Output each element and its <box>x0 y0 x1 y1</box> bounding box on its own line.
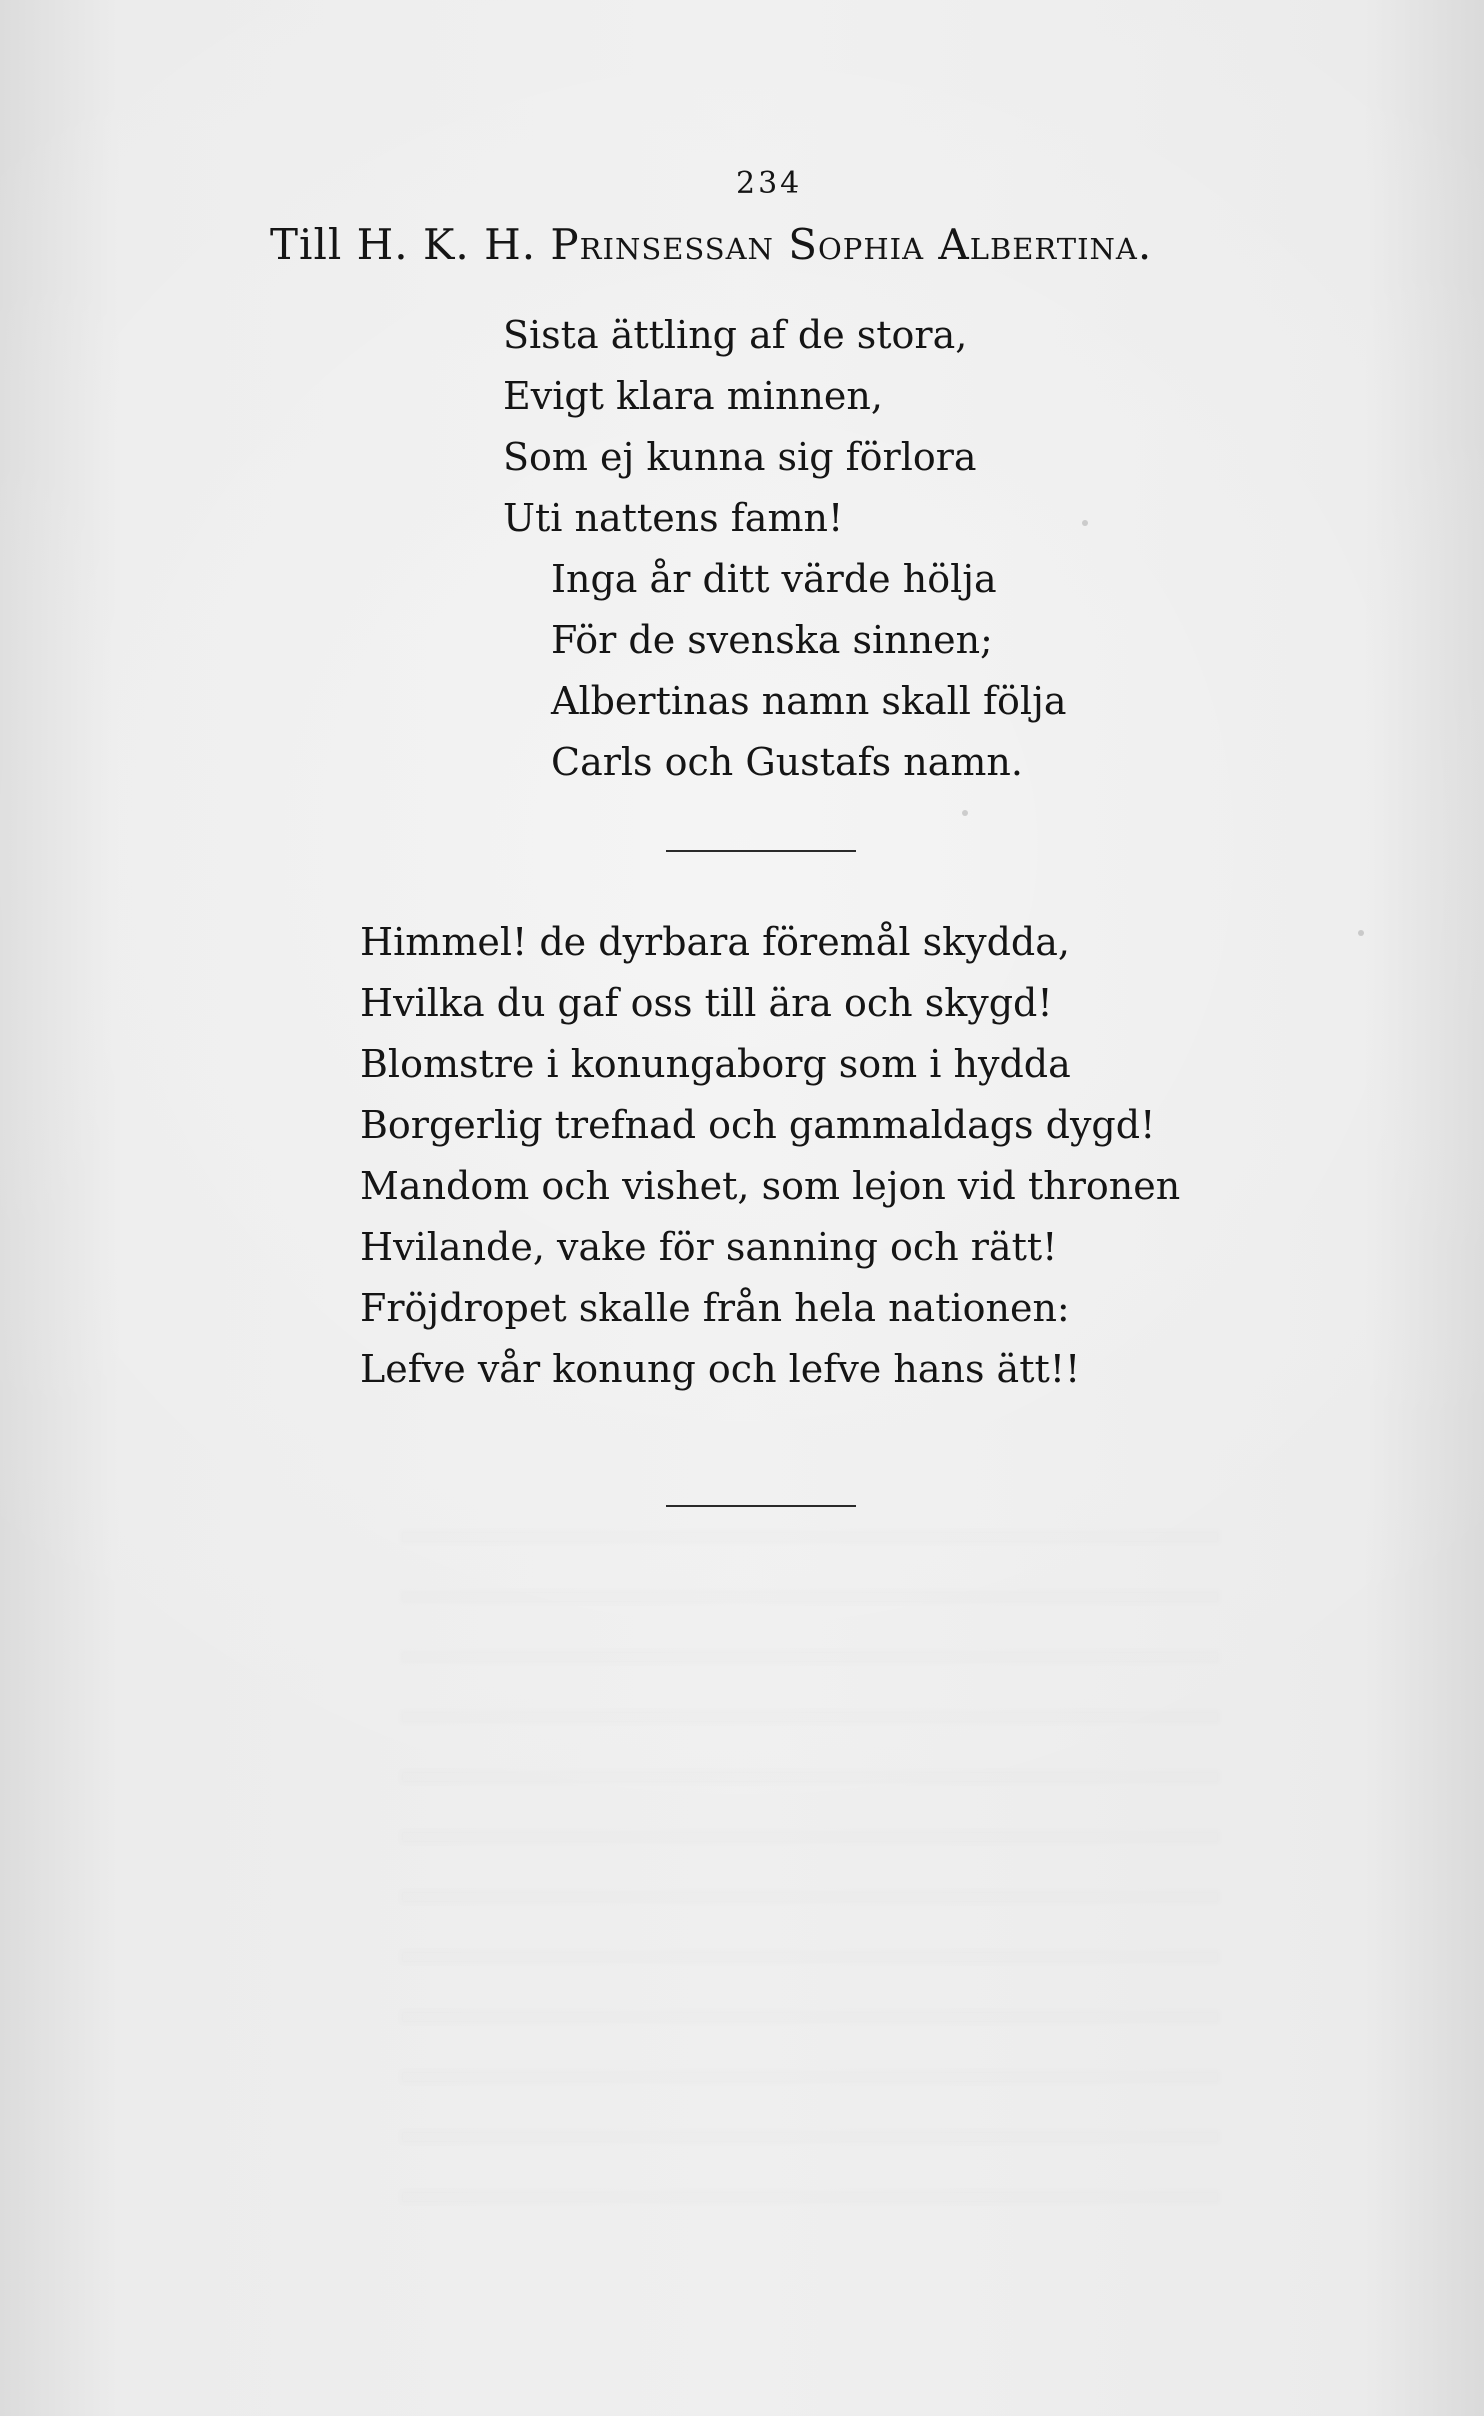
stanza-2-line-5: Mandom och vishet, som lejon vid thronen <box>360 1164 1181 1208</box>
stanza-2-line-7: Fröjdropet skalle från hela nationen: <box>360 1286 1070 1330</box>
stanza-2-line-2: Hvilka du gaf oss till ära och skygd! <box>360 981 1053 1025</box>
stanza-2 <box>360 912 1180 1400</box>
stanza-2-line-8: Lefve vår konung och lefve hans ätt!! <box>360 1347 1081 1391</box>
page-number: 234 <box>736 166 803 201</box>
stanza-2-line-6: Hvilande, vake för sanning och rätt! <box>360 1225 1058 1269</box>
stanza-2-line-1: Himmel! de dyrbara föremål skydda, <box>360 920 1070 964</box>
stanza-1-line-5: Inga år ditt värde hölja <box>551 557 997 601</box>
poem-title-name: Prinsessan Sophia Albertina. <box>550 220 1153 269</box>
paper-speck <box>962 810 968 816</box>
poem-title-prefix: Till H. K. H. <box>270 220 537 269</box>
stanza-1-line-1: Sista ättling af de stora, <box>503 313 968 357</box>
show-through-text <box>400 1530 1220 2230</box>
stanza-1-line-6: För de svenska sinnen; <box>551 618 993 662</box>
paper-speck <box>1358 930 1364 936</box>
stanza-2-line-3: Blomstre i konungaborg som i hydda <box>360 1042 1071 1086</box>
paper-speck <box>1082 520 1088 526</box>
stanza-1-line-8: Carls och Gustafs namn. <box>551 740 1023 784</box>
stanza-2-line-4: Borgerlig trefnad och gammaldags dygd! <box>360 1103 1156 1147</box>
stanza-1-line-2: Evigt klara minnen, <box>503 374 883 418</box>
stanza-1 <box>503 305 1067 793</box>
stanza-1-line-7: Albertinas namn skall följa <box>551 679 1067 723</box>
divider-rule-2 <box>666 1505 856 1507</box>
stanza-1-line-3: Som ej kunna sig förlora <box>503 435 977 479</box>
poem-title <box>270 220 1152 269</box>
divider-rule-1 <box>666 850 856 852</box>
stanza-1-line-4: Uti nattens famn! <box>503 496 844 540</box>
